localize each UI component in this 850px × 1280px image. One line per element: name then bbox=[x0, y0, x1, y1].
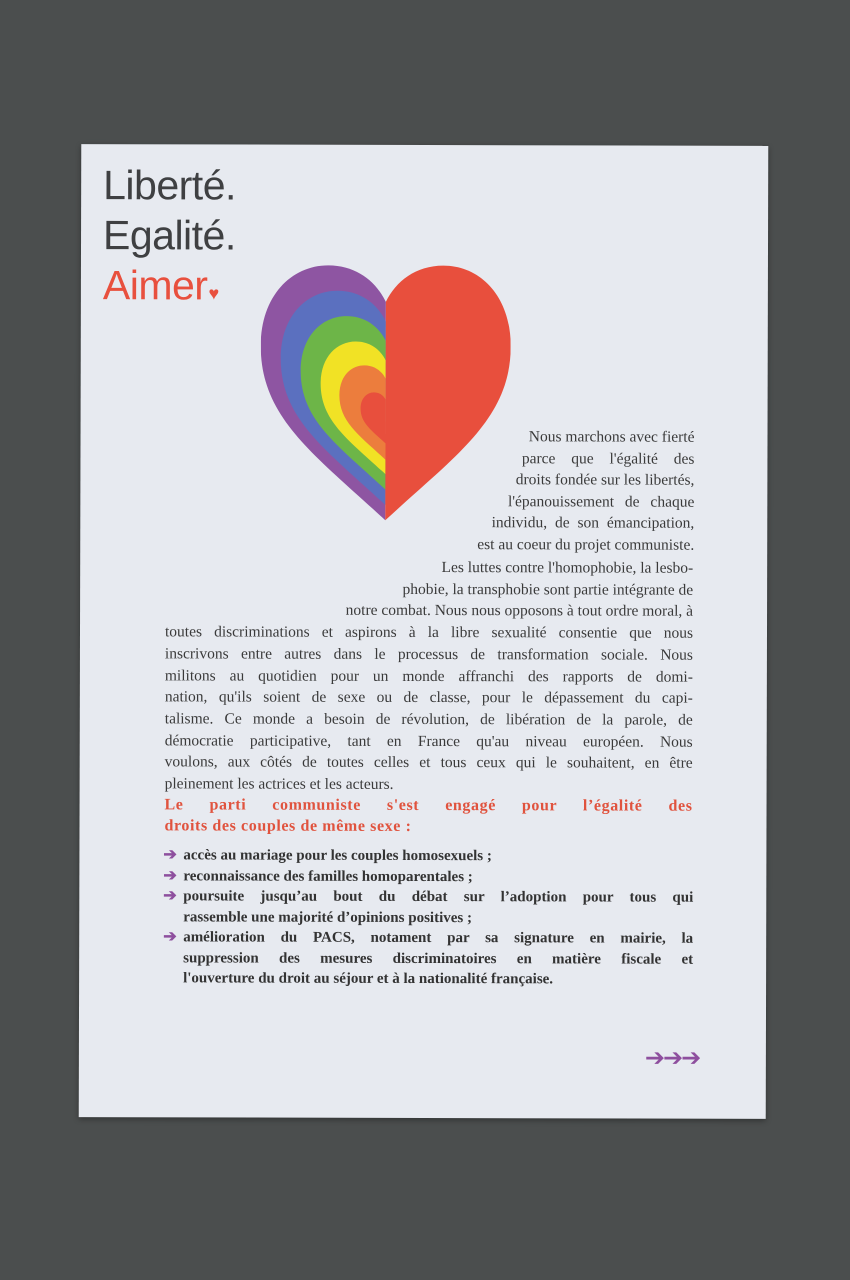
title-liberte: Liberté. bbox=[103, 162, 236, 209]
body-line: notre combat. Nous nous opposons à tout ordre moral, à bbox=[345, 602, 694, 621]
title-aimer-text: Aimer bbox=[102, 262, 208, 309]
arrow-right-icon: ➔ bbox=[163, 887, 177, 905]
list-item-text: l'ouverture du droit au séjour et à la nationalité française. bbox=[183, 970, 554, 988]
list-item bbox=[163, 845, 693, 867]
list-item-text: poursuite jusqu’au bout du débat sur l’adoption pour tous qui bbox=[183, 888, 694, 906]
body-line: militons au quotidien pour un monde affranchi des rapports de domi- bbox=[164, 666, 693, 686]
body-line: voulons, aux côtés de toutes celles et tous ceux qui le souhaitent, en être bbox=[164, 753, 693, 773]
body-line: pleinement les actrices et les acteurs. bbox=[164, 775, 394, 793]
intro-line: est au coeur du projet communiste. bbox=[477, 535, 695, 554]
commitment-list bbox=[163, 845, 693, 990]
intro-line: parce que l'égalité des bbox=[521, 449, 695, 468]
title-egalite: Egalité. bbox=[102, 212, 236, 259]
body-line: inscrivons entre autres dans le processus de transformation sociale. Nous bbox=[164, 645, 693, 664]
flyer-page bbox=[79, 144, 769, 1119]
small-heart-icon: ♥ bbox=[208, 283, 219, 304]
list-item bbox=[163, 886, 693, 928]
list-item bbox=[163, 866, 693, 888]
commitment-heading bbox=[164, 794, 692, 837]
list-item-text: rassemble une majorité d’opinions positives ; bbox=[183, 908, 473, 926]
intro-line: droits fondée sur les libertés, bbox=[515, 471, 695, 489]
body-line: phobie, la transphobie sont partie intégrante de bbox=[402, 580, 694, 599]
list-item-text: suppression des mesures discriminatoires en matière fiscale et bbox=[183, 949, 694, 968]
intro-line: l'épanouissement de chaque bbox=[507, 492, 695, 511]
arrow-right-icon: ➔ bbox=[163, 846, 177, 864]
list-item bbox=[163, 927, 693, 990]
list-item-text: reconnaissance des familles homoparentales ; bbox=[183, 867, 473, 885]
intro-line: Nous marchons avec fierté bbox=[528, 428, 695, 446]
list-item-text: accès au mariage pour les couples homosexuels ; bbox=[183, 847, 492, 865]
body-paragraph bbox=[165, 556, 694, 796]
title-aimer bbox=[103, 260, 219, 318]
heading-line: Le parti communiste s'est engagé pour l’égalité des bbox=[164, 796, 693, 815]
heading-line: droits des couples de même sexe : bbox=[164, 817, 412, 835]
body-line: toutes discriminations et aspirons à la libre sexualité consentie que nous bbox=[164, 623, 694, 642]
continue-arrows-icon: ➔➔➔ bbox=[644, 1043, 700, 1072]
body-line: démocratie participative, tant en France qu'au niveau européen. Nous bbox=[164, 731, 693, 751]
arrow-right-icon: ➔ bbox=[163, 928, 177, 946]
body-line: talisme. Ce monde a besoin de révolution, de libération de la parole, de bbox=[164, 710, 693, 729]
body-line: nation, qu'ils soient de sexe ou de classe, pour le dépassement du capi- bbox=[164, 688, 693, 707]
intro-paragraph bbox=[434, 426, 694, 556]
body-line: Les luttes contre l'homophobie, la lesbo- bbox=[441, 559, 694, 577]
arrow-right-icon: ➔ bbox=[163, 866, 177, 884]
intro-line: individu, de son émancipation, bbox=[491, 514, 695, 532]
list-item-text: amélioration du PACS, notament par sa signature en mairie, la bbox=[183, 929, 694, 947]
